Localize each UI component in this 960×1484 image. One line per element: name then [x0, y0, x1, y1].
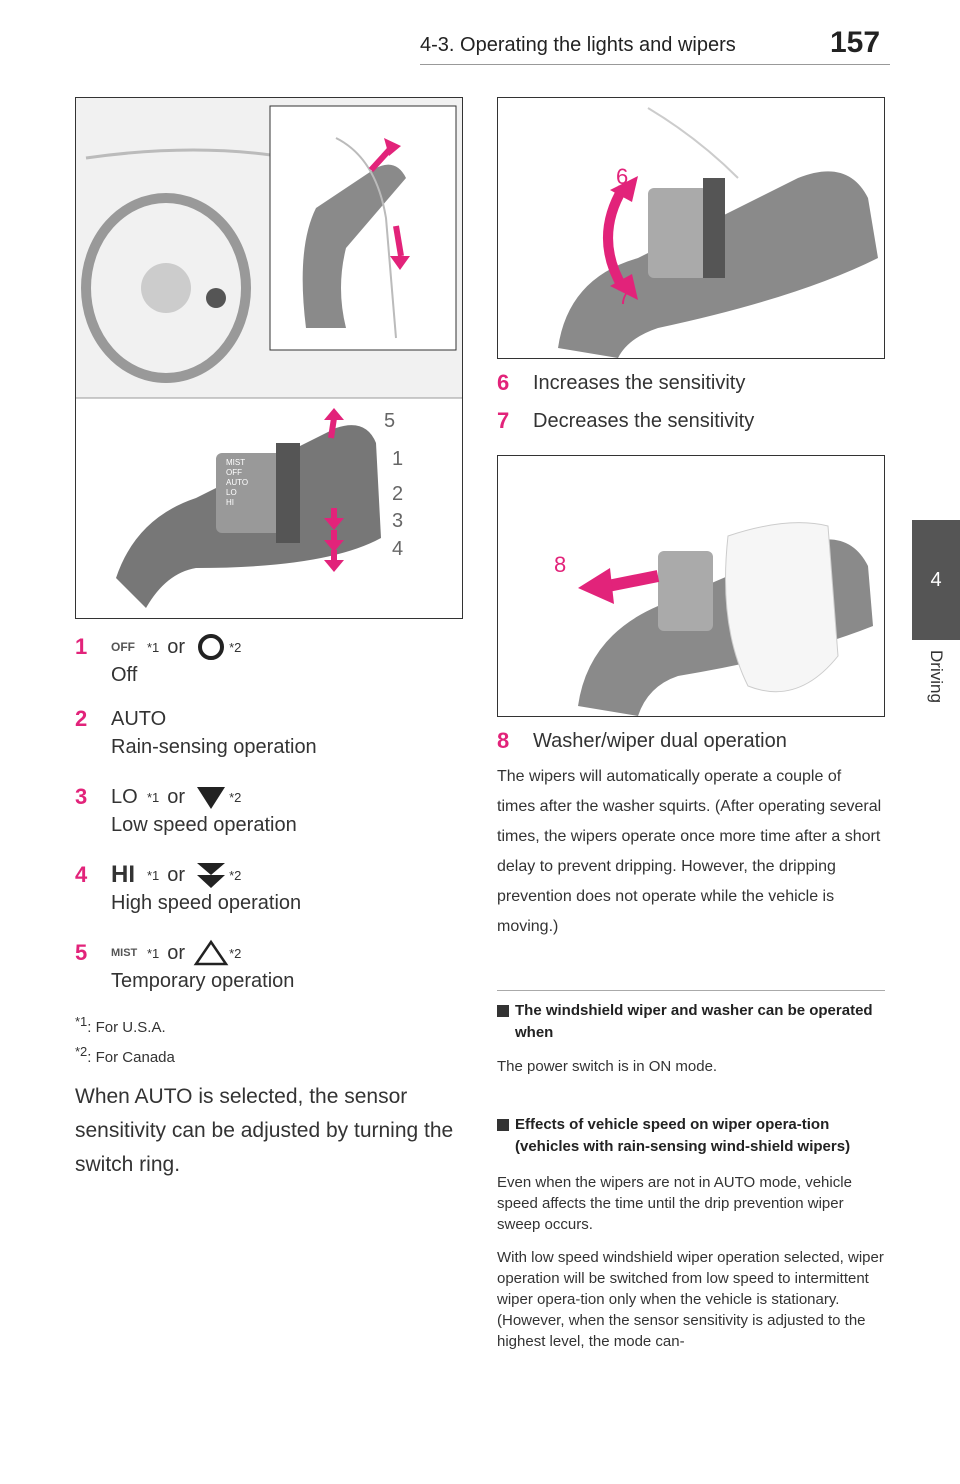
legend-right-bottom	[497, 724, 887, 758]
or-text: or	[167, 635, 186, 658]
legend-num: 8	[497, 728, 510, 753]
switch-text-lo: LO	[226, 488, 237, 497]
section-text: With low speed windshield wiper operation selected, wiper operation will be switched from low speed to intermittent wiper opera-tion only when the vehicle is stationary. (However, when the sensor sensitivity is adjusted to the highest level, the mode can-	[497, 1249, 884, 1350]
chapter-label: Driving	[927, 650, 946, 703]
switch-text-hi: HI	[226, 498, 234, 507]
section-title	[497, 1000, 887, 1044]
legend-num: 1	[75, 634, 88, 659]
legend-item-5	[75, 936, 465, 970]
footnote-text: : For Canada	[87, 1049, 175, 1066]
wiper-lever-figure	[75, 97, 463, 619]
footnote-mark: *2	[75, 1044, 88, 1059]
legend-desc: Off	[111, 664, 138, 686]
footnote-mark: *1	[147, 867, 160, 883]
section-title	[497, 1114, 887, 1158]
washer-illustration	[498, 456, 884, 716]
section-heading: Effects of vehicle speed on wiper opera-tion (vehicles with rain-sensing wind-shield wipers)	[515, 1116, 851, 1155]
off-icon: OFF	[111, 640, 135, 654]
switch-text-list	[226, 458, 248, 508]
legend-num: 6	[497, 370, 510, 395]
footnote-1	[75, 1014, 465, 1036]
page-number: 157	[830, 26, 881, 59]
footnote-2	[75, 1044, 465, 1066]
triangle-up-outline-icon	[193, 939, 229, 967]
legend-desc: Temporary operation	[111, 970, 295, 992]
callout-2: 2	[392, 483, 404, 505]
sensitivity-paragraph: When AUTO is selected, the sensor sensitivity can be adjusted by turning the switch ring.	[75, 1085, 454, 1176]
legend-item-4	[75, 858, 465, 892]
double-triangle-down-icon	[193, 861, 229, 889]
switch-text-mist: MIST	[226, 458, 246, 467]
section-speed-effects	[497, 1114, 887, 1352]
washer-figure	[497, 455, 885, 717]
sensitivity-illustration	[498, 98, 884, 358]
mist-icon: MIST	[111, 947, 138, 959]
footnote-text: : For U.S.A.	[87, 1019, 166, 1036]
legend-num: 3	[75, 784, 88, 809]
or-text: or	[167, 863, 186, 886]
legend-item-6	[497, 366, 887, 400]
footnote-mark: *1	[147, 789, 160, 805]
legend-desc: Increases the sensitivity	[533, 371, 746, 394]
legend-right-top	[497, 366, 887, 438]
section-title: 4-3. Operating the lights and wipers	[420, 34, 736, 56]
lo-icon: LO	[111, 785, 138, 808]
footnote-mark: *1	[147, 945, 160, 961]
bullet-square-icon	[497, 1005, 509, 1017]
switch-text-off: OFF	[226, 468, 242, 477]
chapter-tab	[912, 520, 960, 640]
legend-desc: Decreases the sensitivity	[533, 409, 755, 432]
section-text: Even when the wipers are not in AUTO mode, vehicle speed affects the time until the drip prevention wiper sweep occurs.	[497, 1174, 852, 1233]
footnote-mark: *2	[229, 867, 242, 883]
wiper-lever-illustration	[76, 98, 462, 618]
legend-item-2	[75, 702, 465, 736]
callout-3: 3	[392, 510, 404, 532]
or-text: or	[167, 941, 186, 964]
callout-7: 7	[618, 284, 631, 309]
callout-1: 1	[392, 448, 404, 470]
legend-num: 7	[497, 408, 510, 433]
legend-num: 5	[75, 940, 88, 965]
sensitivity-ring-figure	[497, 97, 885, 359]
footnote-mark: *2	[229, 945, 242, 961]
callout-6: 6	[616, 164, 629, 189]
legend-name: AUTO	[111, 707, 167, 730]
footnote-mark: *2	[229, 639, 242, 655]
header-divider	[420, 64, 890, 65]
legend-num: 4	[75, 862, 88, 887]
circle-off-icon	[193, 633, 229, 661]
triangle-down-icon	[193, 783, 229, 811]
legend-desc: Rain-sensing operation	[111, 736, 317, 758]
footnote-mark: *2	[229, 789, 242, 805]
section-text: The power switch is in ON mode.	[497, 1058, 718, 1075]
legend-desc: Low speed operation	[111, 814, 297, 836]
switch-text-auto: AUTO	[226, 478, 249, 487]
section-heading: The windshield wiper and washer can be operated when	[515, 1002, 873, 1041]
footnote-mark: *1	[147, 639, 160, 655]
dual-operation-text: The wipers will automatically operate a couple of times after the washer squirts. (After operating several times, the wipers operate once more time after a short delay to prevent dripping. However, the dripping prevention does not operate while the vehicle is moving.)	[497, 768, 882, 935]
section-operation-conditions	[497, 1000, 887, 1075]
legend-desc: Washer/wiper dual operation	[533, 729, 787, 752]
legend-desc: High speed operation	[111, 892, 302, 914]
chapter-number: 4	[930, 568, 942, 591]
legend-item-8	[497, 724, 887, 758]
footnote-mark: *1	[75, 1014, 88, 1029]
callout-8: 8	[554, 552, 567, 577]
legend-left	[75, 630, 465, 1182]
legend-item-7	[497, 404, 887, 438]
legend-item-1	[75, 630, 465, 664]
legend-num: 2	[75, 706, 88, 731]
bullet-square-icon	[497, 1119, 509, 1131]
section-divider	[497, 990, 885, 991]
callout-5: 5	[384, 410, 396, 432]
legend-item-3	[75, 780, 465, 814]
hi-icon: HI	[111, 861, 135, 888]
callout-4: 4	[392, 538, 404, 560]
or-text: or	[167, 785, 186, 808]
